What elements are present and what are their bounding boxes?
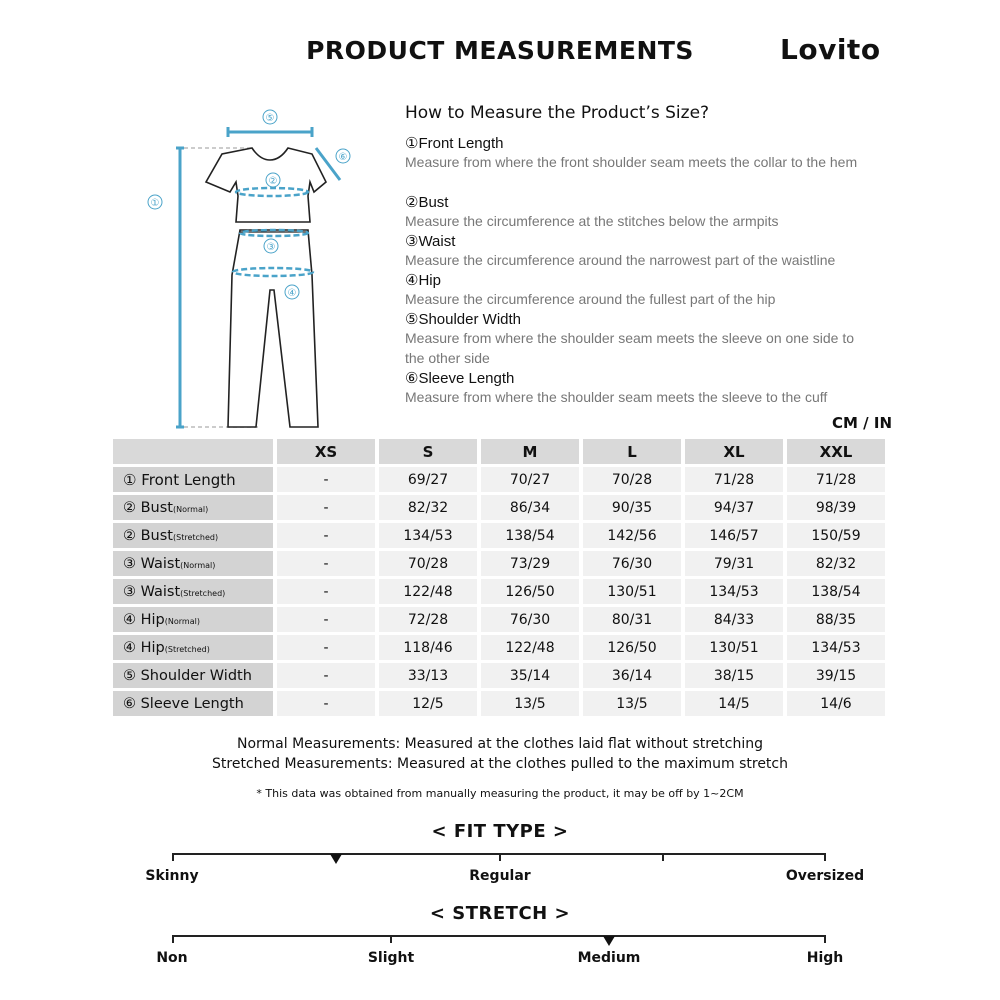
table-row [113, 551, 885, 576]
size-header: S [379, 439, 477, 464]
table-cell: 70/28 [583, 467, 681, 492]
row-label [113, 635, 273, 660]
step-title-sleeve: ⑥Sleeve Length [405, 370, 515, 387]
size-header: L [583, 439, 681, 464]
row-label-text: ① Front Length [123, 470, 236, 489]
table-row [113, 495, 885, 520]
table-cell: 126/50 [583, 635, 681, 660]
table-cell: 122/48 [379, 579, 477, 604]
garment-diagram [140, 100, 370, 435]
table-cell: 118/46 [379, 635, 477, 660]
table-cell: 138/54 [787, 579, 885, 604]
table-cell: 38/15 [685, 663, 783, 688]
table-cell: 134/53 [787, 635, 885, 660]
table-cell: 71/28 [685, 467, 783, 492]
table-cell: 13/5 [481, 691, 579, 716]
row-label-qualifier: (Stretched) [180, 588, 226, 598]
page-title: PRODUCT MEASUREMENTS [306, 36, 694, 65]
unit-label: CM / IN [832, 414, 892, 432]
step-desc-sleeve: Measure from where the shoulder seam meets the sleeve to the cuff [405, 389, 828, 405]
brand-logo: Lovito [780, 33, 881, 66]
row-label-qualifier: (Stretched) [173, 532, 219, 542]
table-cell: 12/5 [379, 691, 477, 716]
table-cell: 76/30 [583, 551, 681, 576]
fit-label-regular: Regular [469, 868, 531, 884]
table-cell: 14/5 [685, 691, 783, 716]
stretch-tick [390, 935, 392, 943]
row-label [113, 495, 273, 520]
row-label-text: ③ Waist [123, 583, 181, 600]
table-cell: 88/35 [787, 607, 885, 632]
step-desc-front-length: Measure from where the front shoulder seam meets the collar to the hem [405, 154, 858, 170]
step-title-shoulder: ⑤Shoulder Width [405, 311, 522, 328]
stretch-label-high: High [806, 950, 844, 966]
row-label-text: ⑤ Shoulder Width [123, 667, 252, 684]
table-cell: 134/53 [379, 523, 477, 548]
row-label [113, 523, 273, 548]
stretch-scale [172, 935, 826, 937]
stretch-label-non: Non [156, 950, 188, 966]
stretch-tick [824, 935, 826, 943]
table-cell: 130/51 [685, 635, 783, 660]
size-header: XS [277, 439, 375, 464]
table-cell: - [277, 635, 375, 660]
table-cell: 94/37 [685, 495, 783, 520]
step-desc-hip: Measure the circumference around the fullest part of the hip [405, 291, 776, 307]
step-title-front-length: ①Front Length [405, 135, 504, 152]
table-cell: 80/31 [583, 607, 681, 632]
table-row [113, 607, 885, 632]
row-label-text: ④ Hip [123, 611, 165, 628]
row-label-qualifier: (Normal) [173, 504, 209, 514]
table-cell: 70/28 [379, 551, 477, 576]
fit-tick [499, 853, 501, 861]
fit-tick [824, 853, 826, 861]
marker-hip: ④ [287, 288, 297, 299]
table-cell: - [277, 663, 375, 688]
table-cell: 39/15 [787, 663, 885, 688]
stretch-title: < STRETCH > [429, 903, 571, 924]
table-cell: 69/27 [379, 467, 477, 492]
table-cell: 14/6 [787, 691, 885, 716]
table-cell: 82/32 [379, 495, 477, 520]
row-label-text: ④ Hip [123, 639, 165, 656]
howto-title: How to Measure the Product’s Size? [405, 103, 710, 123]
fit-label-skinny: Skinny [145, 868, 199, 884]
table-cell: - [277, 551, 375, 576]
table-cell: 138/54 [481, 523, 579, 548]
table-cell: 90/35 [583, 495, 681, 520]
stretch-label-medium: Medium [577, 950, 641, 966]
row-label-qualifier: (Normal) [164, 616, 200, 626]
table-cell: 126/50 [481, 579, 579, 604]
table-cell: - [277, 495, 375, 520]
table-cell: 73/29 [481, 551, 579, 576]
table-cell: 35/14 [481, 663, 579, 688]
stretch-marker [603, 936, 615, 946]
stretch-label-slight: Slight [367, 950, 415, 966]
fit-type-title: < FIT TYPE > [431, 821, 569, 842]
fit-label-oversized: Oversized [785, 868, 865, 884]
table-cell: 33/13 [379, 663, 477, 688]
marker-waist: ③ [266, 242, 276, 253]
marker-front-length: ① [150, 198, 160, 209]
table-cell: 70/27 [481, 467, 579, 492]
step-desc-waist: Measure the circumference around the narrowest part of the waistline [405, 252, 836, 268]
table-cell: 134/53 [685, 579, 783, 604]
row-label [113, 467, 273, 492]
fit-type-marker [330, 854, 342, 864]
note-normal: Normal Measurements: Measured at the clothes laid flat without stretching [237, 736, 763, 752]
fit-tick [662, 853, 664, 861]
row-label [113, 551, 273, 576]
row-label-text: ② Bust [123, 499, 173, 516]
step-title-hip: ④Hip [405, 272, 441, 289]
table-cell: 142/56 [583, 523, 681, 548]
table-cell: 150/59 [787, 523, 885, 548]
stretch-tick [172, 935, 174, 943]
table-corner [113, 439, 273, 464]
table-row [113, 691, 885, 716]
table-cell: 71/28 [787, 467, 885, 492]
row-label [113, 607, 273, 632]
table-cell: 76/30 [481, 607, 579, 632]
table-cell: 82/32 [787, 551, 885, 576]
table-row [113, 467, 885, 492]
note-stretched: Stretched Measurements: Measured at the clothes pulled to the maximum stretch [212, 756, 788, 772]
step-desc-bust: Measure the circumference at the stitches below the armpits [405, 213, 779, 229]
table-row [113, 663, 885, 688]
table-cell: 79/31 [685, 551, 783, 576]
marker-shoulder: ⑤ [265, 113, 275, 124]
table-cell: - [277, 691, 375, 716]
row-label-text: ⑥ Sleeve Length [123, 695, 244, 712]
table-cell: 84/33 [685, 607, 783, 632]
table-cell: 72/28 [379, 607, 477, 632]
size-header: M [481, 439, 579, 464]
table-cell: 130/51 [583, 579, 681, 604]
table-cell: - [277, 607, 375, 632]
row-label [113, 663, 273, 688]
row-label [113, 691, 273, 716]
table-cell: 86/34 [481, 495, 579, 520]
table-header-row [113, 439, 885, 464]
table-cell: - [277, 523, 375, 548]
table-cell: 122/48 [481, 635, 579, 660]
row-label-text: ② Bust [123, 527, 173, 544]
row-label-text: ③ Waist [123, 555, 181, 572]
step-title-waist: ③Waist [405, 233, 456, 250]
marker-sleeve: ⑥ [338, 152, 348, 163]
step-title-bust: ②Bust [405, 194, 449, 211]
table-row [113, 635, 885, 660]
row-label-qualifier: (Normal) [180, 560, 216, 570]
table-cell: 13/5 [583, 691, 681, 716]
table-row [113, 523, 885, 548]
table-row [113, 579, 885, 604]
disclaimer: * This data was obtained from manually measuring the product, it may be off by 1~2CM [256, 787, 744, 800]
marker-bust: ② [268, 176, 278, 187]
step-desc-shoulder: Measure from where the shoulder seam meets the sleeve on one side to the other side [405, 330, 855, 366]
size-header: XL [685, 439, 783, 464]
table-cell: - [277, 579, 375, 604]
size-table [109, 436, 889, 719]
table-cell: 146/57 [685, 523, 783, 548]
table-cell: - [277, 467, 375, 492]
table-cell: 98/39 [787, 495, 885, 520]
row-label [113, 579, 273, 604]
size-header: XXL [787, 439, 885, 464]
row-label-qualifier: (Stretched) [164, 644, 210, 654]
table-cell: 36/14 [583, 663, 681, 688]
fit-tick [172, 853, 174, 861]
